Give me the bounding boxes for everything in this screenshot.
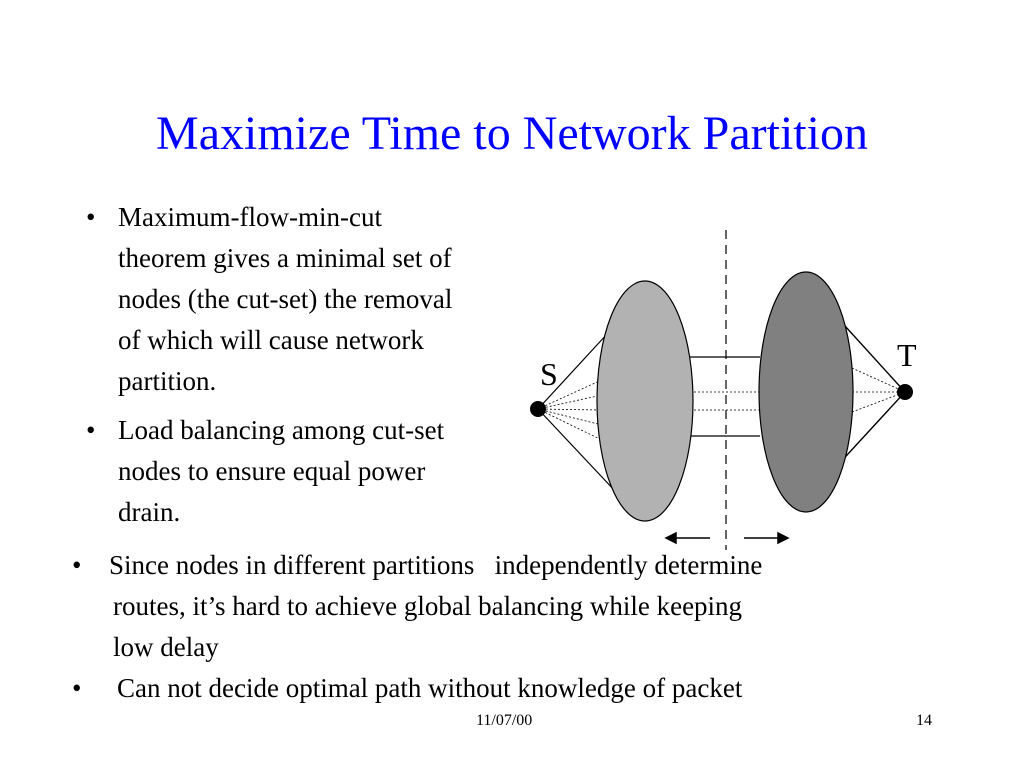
source-node — [530, 401, 546, 417]
footer-date: 11/07/00 — [476, 712, 533, 729]
bullet-line: nodes to ensure equal power — [118, 456, 426, 486]
bullet-line: of which will cause network — [118, 325, 424, 355]
shift-arrows — [666, 533, 788, 543]
footer-page-number: 14 — [916, 712, 932, 729]
bullet-line: routes, it’s hard to achieve global balancing while keeping — [113, 591, 743, 621]
cross-edges — [690, 357, 760, 436]
bullet-marker: • — [86, 202, 96, 232]
bullet-line: drain. — [118, 497, 181, 527]
bullet-marker: • — [72, 550, 82, 580]
source-label: S — [540, 356, 558, 392]
network-partition-diagram — [520, 225, 940, 555]
bullet-line: Can not decide optimal path without knowledge of packet — [117, 673, 743, 703]
bullet-marker: • — [72, 673, 82, 703]
bullet-line: partition. — [118, 366, 217, 396]
left-partition — [597, 281, 693, 521]
target-label: T — [897, 337, 917, 373]
bullet-line: Load balancing among cut-set — [118, 415, 445, 445]
bullet-line: low delay — [113, 632, 219, 662]
bullet-marker: • — [86, 415, 96, 445]
right-partition — [759, 272, 853, 512]
bullet-line: nodes (the cut-set) the removal — [118, 284, 453, 314]
bullet-line: Since nodes in different partitions independently determine — [109, 550, 763, 580]
target-node — [897, 384, 913, 400]
bullet-line: Maximum-flow-min-cut — [118, 202, 382, 232]
slide-title: Maximize Time to Network Partition — [156, 107, 868, 160]
bullet-line: theorem gives a minimal set of — [118, 243, 452, 273]
